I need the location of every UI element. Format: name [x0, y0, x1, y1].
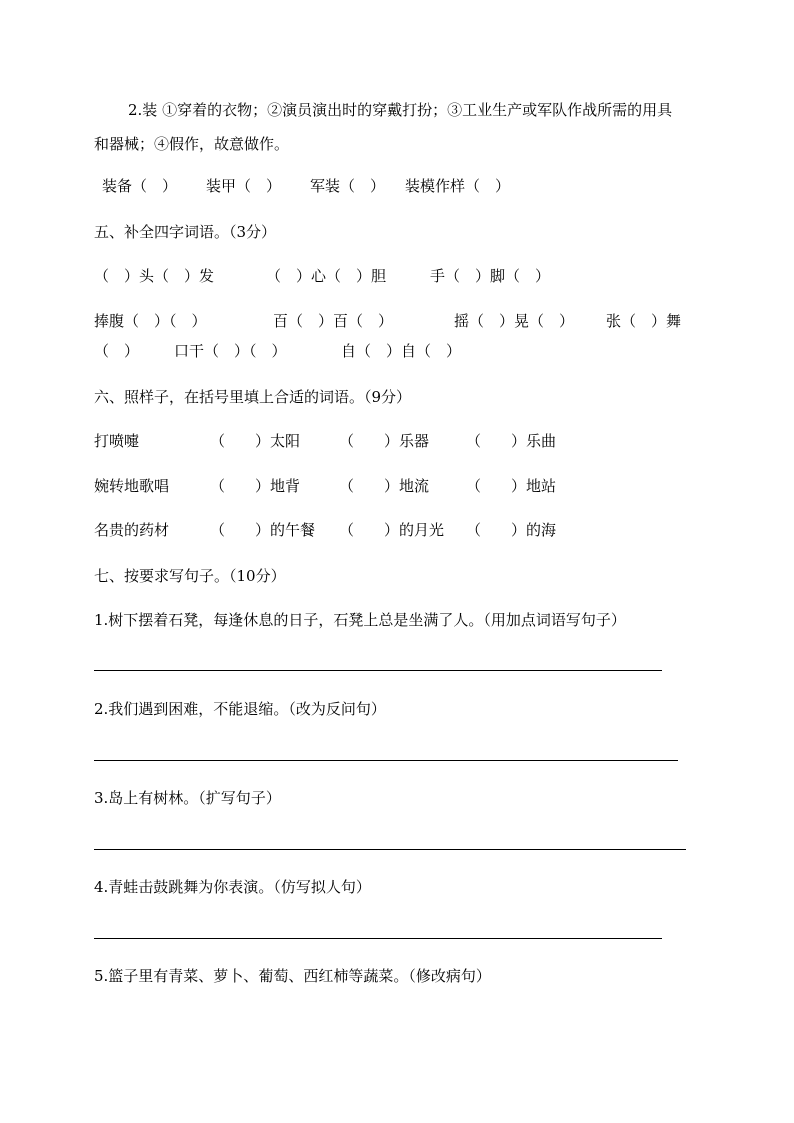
pattern-blank: （ ）的月光: [339, 521, 445, 539]
word-choice-row: [0, 176, 794, 196]
sentence-task-5: 5.篮子里有青菜、萝卜、葡萄、西红柿等蔬菜。（修改病句）: [94, 967, 491, 985]
pattern-row-3: [0, 520, 794, 540]
sentence-task-1: 1.树下摆着石凳，每逢休息的日子，石凳上总是坐满了人。（用加点词语写句子）: [94, 611, 626, 629]
pattern-blank: （ ）的午餐: [210, 521, 316, 539]
answer-line-3[interactable]: [94, 849, 686, 850]
idiom-item: 口干（ ）（ ）: [174, 342, 287, 360]
definition-line-2: 和器械；④假作，故意做作。: [94, 135, 290, 153]
word-item: 装甲（ ）: [206, 177, 282, 195]
pattern-blank: （ ）地流: [339, 477, 430, 495]
pattern-blank: （ ）地站: [466, 477, 557, 495]
idiom-item: 百（ ）百（ ）: [273, 312, 394, 330]
pattern-row-2: [0, 476, 794, 496]
word-item: 装备（ ）: [102, 177, 178, 195]
pattern-example: 名贵的药材: [94, 521, 170, 539]
idiom-item: 手（ ）脚（ ）: [430, 267, 551, 285]
idiom-item: （ ）心（ ）胆: [266, 267, 387, 285]
pattern-example: 打喷嚏: [94, 432, 140, 450]
pattern-example: 婉转地歌唱: [94, 477, 170, 495]
sentence-task-4: 4.青蛙击鼓跳舞为你表演。（仿写拟人句）: [94, 878, 371, 896]
idiom-item: （ ）头（ ）发: [94, 267, 215, 285]
idiom-item: 自（ ）自（ ）: [341, 342, 462, 360]
answer-line-1[interactable]: [94, 670, 662, 671]
pattern-blank: （ ）乐曲: [466, 432, 557, 450]
pattern-blank: （ ）的海: [466, 521, 557, 539]
idiom-row-1: [0, 266, 794, 286]
idiom-item: 摇（ ）晃（ ）: [454, 312, 575, 330]
definition-line-1: 2.装 ①穿着的衣物；②演员演出时的穿戴打扮；③工业生产或军队作战所需的用具: [128, 101, 673, 119]
idiom-item: （ ）: [94, 342, 140, 360]
idiom-item: 张（ ）舞: [606, 312, 682, 330]
sentence-task-2: 2.我们遇到困难，不能退缩。（改为反问句）: [94, 700, 386, 718]
section-seven-heading: 七、按要求写句子。（10分）: [94, 567, 286, 585]
answer-line-4[interactable]: [94, 938, 662, 939]
word-item: 军装（ ）: [310, 177, 386, 195]
word-item: 装模作样（ ）: [405, 177, 511, 195]
idiom-row-2: [0, 311, 794, 331]
idiom-row-3: [0, 341, 794, 361]
section-six-heading: 六、照样子，在括号里填上合适的词语。（9分）: [94, 388, 412, 406]
sentence-task-3: 3.岛上有树林。（扩写句子）: [94, 789, 281, 807]
answer-line-2[interactable]: [94, 760, 678, 761]
pattern-blank: （ ）乐器: [339, 432, 430, 450]
pattern-row-1: [0, 431, 794, 451]
pattern-blank: （ ）地背: [210, 477, 301, 495]
idiom-item: 捧腹（ ）（ ）: [94, 312, 207, 330]
pattern-blank: （ ）太阳: [210, 432, 301, 450]
section-five-heading: 五、补全四字词语。（3分）: [94, 223, 277, 241]
